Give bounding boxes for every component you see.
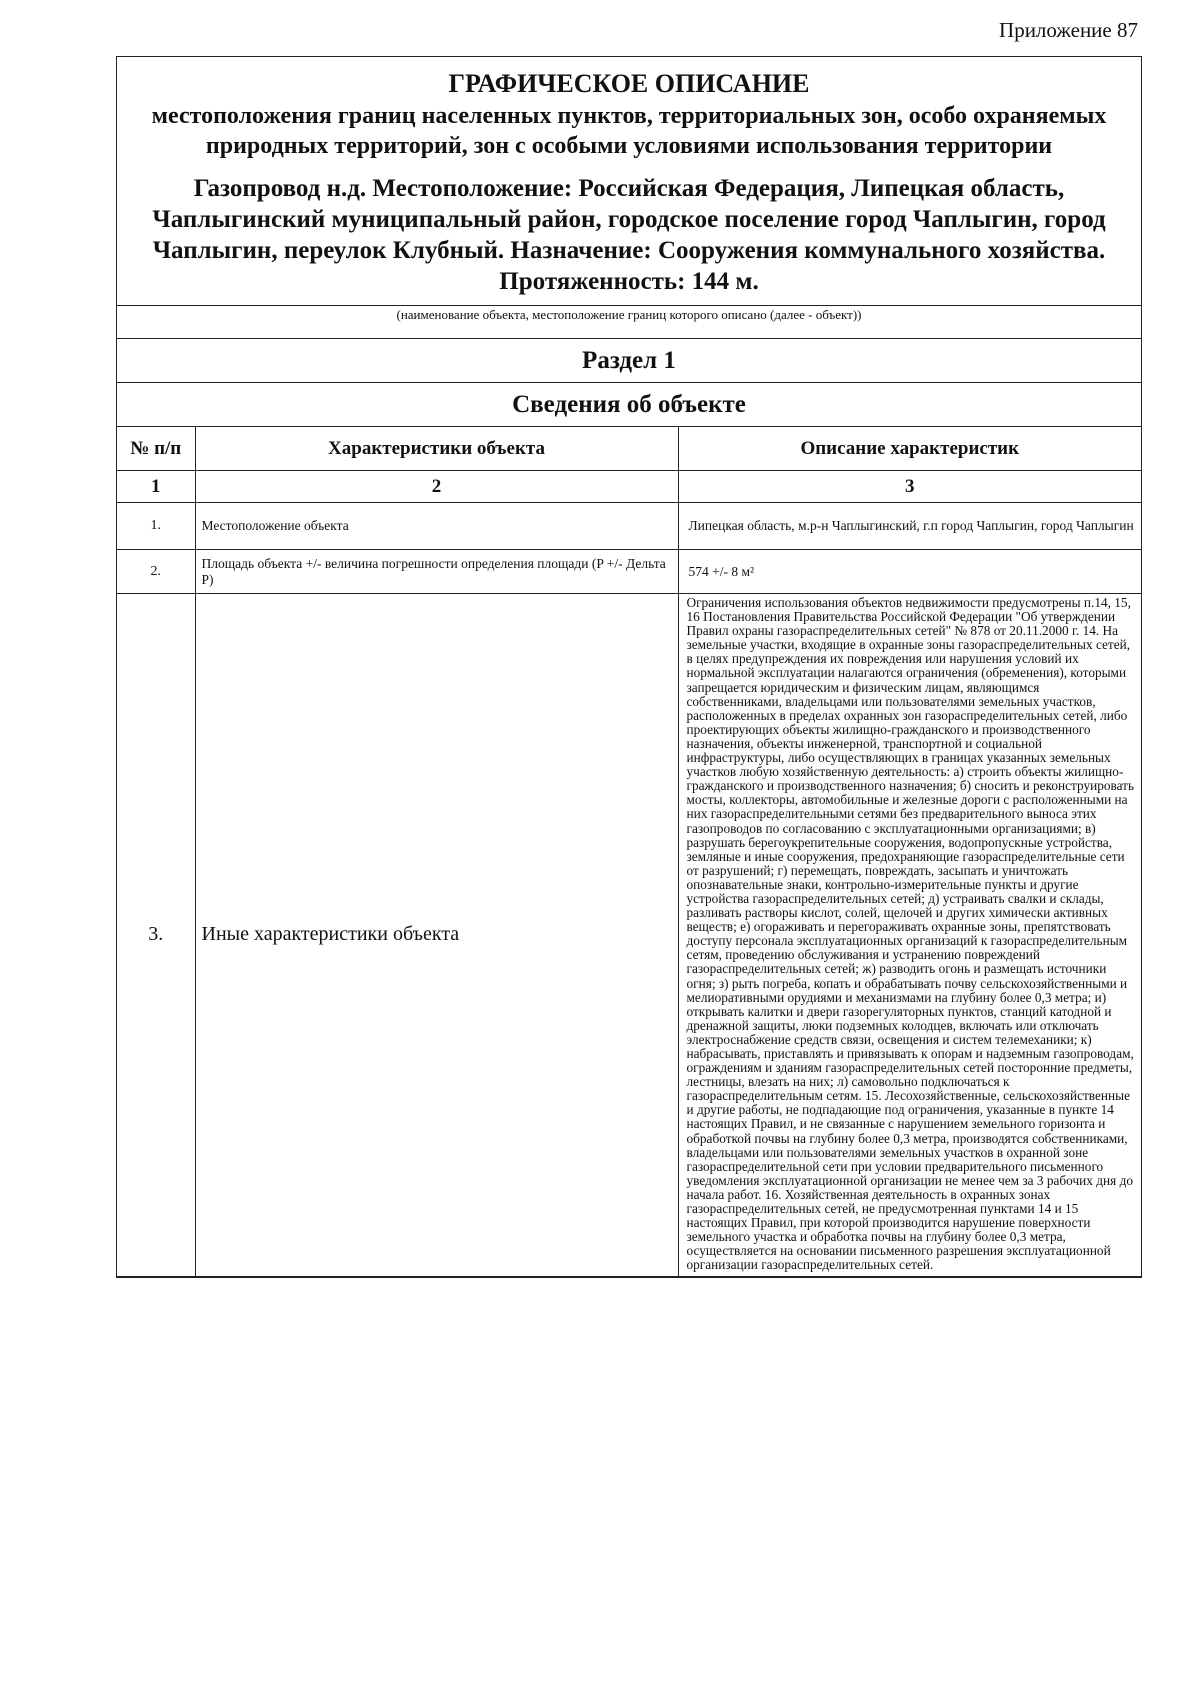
row-value: 574 +/- 8 м² bbox=[678, 550, 1141, 594]
column-number-3: 3 bbox=[678, 471, 1141, 503]
column-number-1: 1 bbox=[117, 471, 195, 503]
header-number: № п/п bbox=[117, 427, 195, 471]
table-numbering-row bbox=[117, 471, 1141, 503]
table-row bbox=[117, 503, 1141, 550]
header-characteristic: Характеристики объекта bbox=[195, 427, 678, 471]
row-characteristic: Местоположение объекта bbox=[195, 503, 678, 550]
header-description: Описание характеристик bbox=[678, 427, 1141, 471]
row-value: Липецкая область, м.р-н Чаплыгинский, г.п город Чаплыгин, город Чаплыгин bbox=[678, 503, 1141, 550]
row-value: Ограничения использования объектов недвижимости предусмотрены п.14, 15, 16 Постановления Правительства Российской Федерации "Об утверждении Правил охраны газораспределительных сетей" № 878 от 20.11.2000 г. 14. На земельные участки, входящие в охранные зоны газораспределительных сетей, в целях предупреждения их повреждения или нарушения условий их нормальной эксплуатации налагаются ограничения (обременения), которыми запрещается юридическим и физическим лицам, являющимся собственниками, владельцами или пользователями земельных участков, расположенных в пределах охранных зон газораспределительных сетей, либо проектирующих объекты жилищно-гражданского и производственного назначения, объекты инженерной, транспортной и социальной инфраструктуры, либо осуществляющих в границах указанных земельных участков любую хозяйственную деятельность: а) строить объекты жилищно-гражданского и производственного назначения; б) сносить и реконструировать мосты, коллекторы, автомобильные и железные дороги с расположенными на них газораспределительными сетями без предварительного выноса этих газопроводов по согласованию с эксплуатационными организациями; в) разрушать берегоукрепительные сооружения, водопропускные устройства, земляные и иные сооружения, предохраняющие газораспределительные сети от разрушений; г) перемещать, повреждать, засыпать и уничтожать опознавательные знаки, контрольно-измерительные пункты и другие устройства газораспределительных сетей; д) устраивать свалки и склады, разливать растворы кислот, солей, щелочей и других химически активных веществ; е) огораживать и перегораживать охранные зоны, препятствовать доступу персонала эксплуатационных организаций к газораспределительным сетям, проведению обслуживания и устранению повреждений газораспределительных сетей; ж) разводить огонь и размещать источники огня; з) рыть погреба, копать и обрабатывать почву сельскохозяйственными и мелиоративными орудиями и механизмами на глубину более 0,3 метра; и) открывать калитки и двери газорегуляторных пунктов, станций катодной и дренажной защиты, люки подземных колодцев, включать или отключать электроснабжение средств связи, освещения и систем телемеханики; к) набрасывать, приставлять и привязывать к опорам и надземным газопроводам, ограждениям и зданиям газораспределительных сетей посторонние предметы, лестницы, влезать на них; л) самовольно подключаться к газораспределительным сетям. 15. Лесохозяйственные, сельскохозяйственные и другие работы, не подпадающие под ограничения, указанные в пункте 14 настоящих Правил, и не связанные с нарушением земельного горизонта и обработкой почвы на глубину более 0,3 метра, производятся собственниками, владельцами или пользователями земельных участков в охранной зоне газораспределительной сети при условии предварительного письменного уведомления эксплуатационной организации не менее чем за 3 рабочих дня до начала работ. 16. Хозяйственная деятельность в охранных зонах газораспределительных сетей, не предусмотренная пунктами 14 и 15 настоящих Правил, при которой производится нарушение поверхности земельного участка и обработка почвы на глубину более 0,3 метра, осуществляется на основании письменного разрешения эксплуатационной организации газораспределительных сетей. bbox=[678, 594, 1141, 1277]
document-title: ГРАФИЧЕСКОЕ ОПИСАНИЕ bbox=[448, 69, 810, 98]
column-number-2: 2 bbox=[195, 471, 678, 503]
object-info-table bbox=[117, 426, 1141, 1277]
table-row bbox=[117, 594, 1141, 1277]
section-subtitle: Сведения об объекте bbox=[117, 382, 1141, 426]
row-characteristic: Площадь объекта +/- величина погрешности определения площади (P +/- Дельта P) bbox=[195, 550, 678, 594]
row-characteristic: Иные характеристики объекта bbox=[195, 594, 678, 1277]
row-number: 1. bbox=[117, 503, 195, 550]
row-number: 3. bbox=[117, 594, 195, 1277]
object-description: Газопровод н.д. Местоположение: Российская Федерация, Липецкая область, Чаплыгинский муниципальный район, городское поселение город Чаплыгин, город Чаплыгин, переулок Клубный. Назначение: Сооружения коммунального хозяйства. Протяженность: 144 м. bbox=[152, 175, 1106, 295]
table-header-row bbox=[117, 427, 1141, 471]
document-header bbox=[117, 57, 1141, 305]
object-caption: (наименование объекта, местоположение границ которого описано (далее - объект)) bbox=[396, 307, 862, 322]
row-number: 2. bbox=[117, 550, 195, 594]
caption-row bbox=[117, 305, 1141, 326]
appendix-label: Приложение 87 bbox=[999, 18, 1138, 42]
section-title: Раздел 1 bbox=[117, 338, 1141, 382]
document-frame bbox=[116, 56, 1142, 1278]
spacer-row bbox=[117, 326, 1141, 338]
document-subtitle: местоположения границ населенных пунктов, территориальных зон, особо охраняемых природных территорий, зон с особыми условиями использования территории bbox=[151, 103, 1107, 159]
table-row bbox=[117, 550, 1141, 594]
